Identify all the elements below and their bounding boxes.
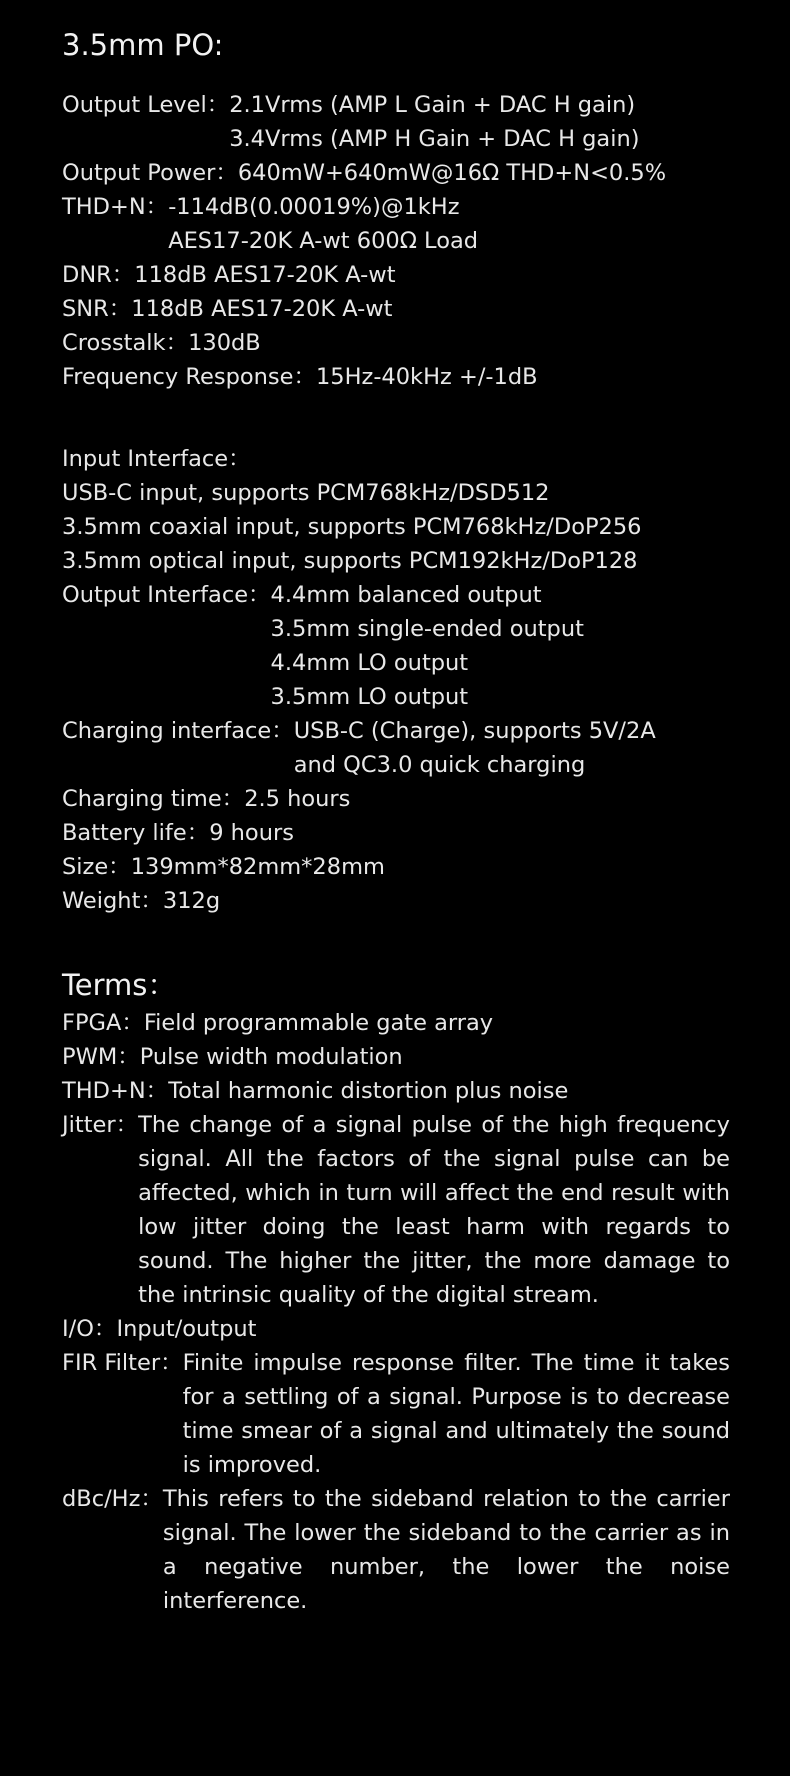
spec-key: Charging interface： [62,718,294,744]
spec-key: Weight： [62,888,163,914]
term-row-dbc-hz [62,1482,730,1618]
spec-key: Size： [62,854,131,880]
spec-value: 2.1Vrms (AMP L Gain + DAC H gain) 3.4Vrms (AMP H Gain + DAC H gain) [229,92,640,152]
po-heading: 3.5mm PO: [62,28,224,62]
spec-key: Charging time： [62,786,245,812]
spec-value: 312g [162,888,221,914]
spec-row-output-power [62,156,730,190]
spec-row-dnr [62,258,730,292]
term-row-jitter [62,1108,730,1312]
spec-key: Output Power： [62,160,238,186]
term-definition: Total harmonic distortion plus noise [168,1078,569,1104]
spec-key: THD+N： [62,194,169,220]
term-key: FIR Filter： [62,1350,183,1376]
term-definition: This refers to the sideband relation to the carrier signal. The lower the sideband to the carrier as in a negative number, the lower the noise interference. [162,1486,730,1614]
spec-key: Frequency Response： [62,364,316,390]
term-definition: Field programmable gate array [143,1010,494,1036]
input-item: USB-C input, supports PCM768kHz/DSD512 [62,480,550,506]
spec-value: 118dB AES17-20K A-wt [134,262,396,288]
term-key: FPGA： [62,1010,144,1036]
spec-value: 130dB [188,330,261,356]
interface-spec-list [62,442,730,918]
terms-list [62,1006,730,1618]
spec-value: 2.5 hours [244,786,351,812]
spec-row-frequency-response [62,360,730,394]
input-interface-label: Input Interface： [62,446,251,472]
spec-value: 9 hours [209,820,294,846]
spec-key: DNR： [62,262,135,288]
spec-key: Output Level： [62,92,230,118]
term-row-fir-filter [62,1346,730,1482]
term-definition: Pulse width modulation [139,1044,403,1070]
term-row-pwm [62,1040,730,1074]
term-definition: The change of a signal pulse of the high frequency signal. All the factors of the signal pulse can be affected, which in turn will affect the end result with low jitter doing the least harm with regards to sound. The higher the jitter, the more damage to the intrinsic quality of the digital stream. [138,1112,730,1308]
spec-row-weight [62,884,730,918]
spec-value: 4.4mm balanced output 3.5mm single-ended output 4.4mm LO output 3.5mm LO output [270,582,584,710]
term-row-io [62,1312,730,1346]
spec-value: -114dB(0.00019%)@1kHz AES17-20K A-wt 600Ω Load [168,194,479,254]
term-key: Jitter： [62,1112,139,1138]
input-item: 3.5mm coaxial input, supports PCM768kHz/DoP256 [62,514,642,540]
spec-row-crosstalk [62,326,730,360]
spec-row-output-level [62,88,730,156]
spec-row-size [62,850,730,884]
term-key: dBc/Hz： [62,1486,163,1512]
term-row-thdn [62,1074,730,1108]
term-definition: Input/output [116,1316,257,1342]
term-key: I/O： [62,1316,117,1342]
spec-key: Crosstalk： [62,330,189,356]
spec-value: USB-C (Charge), supports 5V/2A and QC3.0 quick charging [293,718,656,778]
spec-key: Battery life： [62,820,210,846]
spec-row-battery-life [62,816,730,850]
term-key: PWM： [62,1044,140,1070]
term-key: THD+N： [62,1078,169,1104]
spec-value: 15Hz-40kHz +/-1dB [315,364,538,390]
spec-value: 640mW+640mW@16Ω THD+N<0.5% [237,160,667,186]
spec-row-charging-time [62,782,730,816]
input-item: 3.5mm optical input, supports PCM192kHz/DoP128 [62,548,638,574]
spec-row-snr [62,292,730,326]
spec-key: Output Interface： [62,582,271,608]
po-spec-list [62,88,730,394]
spec-value: 118dB AES17-20K A-wt [131,296,393,322]
spec-row-thdn [62,190,730,258]
term-definition: Finite impulse response filter. The time it takes for a settling of a signal. Purpose is to decrease time smear of a signal and ultimately the sound is improved. [182,1350,730,1478]
term-row-fpga [62,1006,730,1040]
spec-row-output-interface [62,578,730,714]
spec-row-charging-interface [62,714,730,782]
spec-value: 139mm*82mm*28mm [130,854,385,880]
terms-heading: Terms： [62,968,177,1002]
spec-key: SNR： [62,296,132,322]
